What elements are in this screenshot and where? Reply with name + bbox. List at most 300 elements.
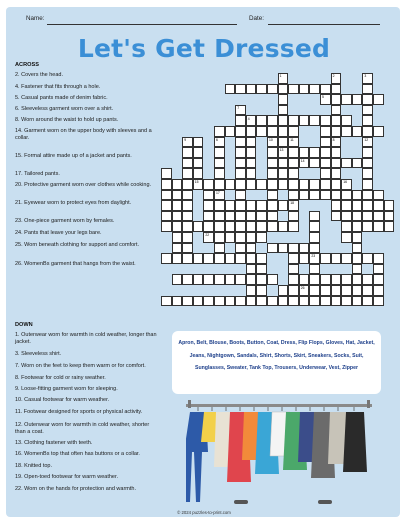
grid-cell[interactable] [182, 158, 193, 169]
grid-cell[interactable] [288, 168, 299, 179]
grid-cell[interactable] [309, 232, 320, 243]
grid-cell[interactable] [320, 94, 331, 105]
grid-cell[interactable] [278, 147, 289, 158]
grid-cell[interactable] [246, 221, 257, 232]
grid-cell[interactable] [214, 179, 225, 190]
grid-cell[interactable] [225, 253, 236, 264]
date-line[interactable] [268, 24, 380, 25]
grid-cell[interactable] [161, 221, 172, 232]
grid-cell[interactable] [278, 126, 289, 137]
grid-cell[interactable] [203, 179, 214, 190]
grid-cell[interactable] [182, 221, 193, 232]
grid-cell[interactable] [341, 253, 352, 264]
grid-cell[interactable] [193, 168, 204, 179]
grid-cell[interactable] [352, 221, 363, 232]
grid-cell[interactable] [331, 179, 342, 190]
grid-cell[interactable] [320, 115, 331, 126]
grid-cell[interactable] [225, 179, 236, 190]
grid-cell[interactable] [193, 137, 204, 148]
grid-cell[interactable] [331, 211, 342, 222]
grid-cell[interactable] [256, 285, 267, 296]
grid-cell[interactable] [352, 296, 363, 307]
grid-cell[interactable] [267, 211, 278, 222]
grid-cell[interactable] [235, 158, 246, 169]
grid-cell[interactable] [267, 115, 278, 126]
grid-cell[interactable] [172, 211, 183, 222]
grid-cell[interactable] [193, 158, 204, 169]
grid-cell[interactable] [214, 221, 225, 232]
grid-cell[interactable] [288, 137, 299, 148]
grid-cell[interactable] [278, 105, 289, 116]
grid-cell[interactable] [225, 221, 236, 232]
grid-cell[interactable] [288, 253, 299, 264]
grid-cell[interactable] [373, 211, 384, 222]
grid-cell[interactable] [288, 115, 299, 126]
grid-cell[interactable] [182, 147, 193, 158]
grid-cell[interactable] [320, 190, 331, 201]
grid-cell[interactable] [288, 211, 299, 222]
grid-cell[interactable] [331, 84, 342, 95]
grid-cell[interactable] [193, 296, 204, 307]
grid-cell[interactable] [246, 200, 257, 211]
grid-cell[interactable] [341, 126, 352, 137]
grid-cell[interactable] [235, 221, 246, 232]
grid-cell[interactable] [182, 137, 193, 148]
grid-cell[interactable] [373, 221, 384, 232]
grid-cell[interactable] [309, 158, 320, 169]
grid-cell[interactable] [182, 232, 193, 243]
grid-cell[interactable] [161, 211, 172, 222]
grid-cell[interactable] [299, 274, 310, 285]
grid-cell[interactable] [172, 274, 183, 285]
grid-cell[interactable] [309, 264, 320, 275]
grid-cell[interactable] [225, 232, 236, 243]
grid-cell[interactable] [225, 296, 236, 307]
grid-cell[interactable] [362, 221, 373, 232]
grid-cell[interactable] [320, 179, 331, 190]
grid-cell[interactable] [203, 253, 214, 264]
grid-cell[interactable] [362, 147, 373, 158]
grid-cell[interactable] [235, 211, 246, 222]
grid-cell[interactable] [246, 274, 257, 285]
grid-cell[interactable] [288, 147, 299, 158]
grid-cell[interactable] [172, 296, 183, 307]
grid-cell[interactable] [331, 147, 342, 158]
grid-cell[interactable] [373, 94, 384, 105]
grid-cell[interactable] [256, 211, 267, 222]
grid-cell[interactable] [256, 115, 267, 126]
grid-cell[interactable] [331, 105, 342, 116]
grid-cell[interactable] [331, 158, 342, 169]
grid-cell[interactable] [235, 115, 246, 126]
grid-cell[interactable] [214, 126, 225, 137]
grid-cell[interactable] [214, 168, 225, 179]
grid-cell[interactable] [352, 211, 363, 222]
grid-cell[interactable] [235, 200, 246, 211]
grid-cell[interactable] [267, 243, 278, 254]
grid-cell[interactable] [331, 115, 342, 126]
grid-cell[interactable] [320, 158, 331, 169]
grid-cell[interactable] [331, 168, 342, 179]
grid-cell[interactable] [267, 126, 278, 137]
grid-cell[interactable] [320, 253, 331, 264]
grid-cell[interactable] [309, 296, 320, 307]
grid-cell[interactable] [331, 253, 342, 264]
grid-cell[interactable] [288, 221, 299, 232]
grid-cell[interactable] [267, 296, 278, 307]
grid-cell[interactable] [384, 200, 395, 211]
grid-cell[interactable] [352, 158, 363, 169]
grid-cell[interactable] [182, 253, 193, 264]
grid-cell[interactable] [161, 179, 172, 190]
grid-cell[interactable] [225, 211, 236, 222]
grid-cell[interactable] [320, 274, 331, 285]
grid-cell[interactable] [331, 296, 342, 307]
grid-cell[interactable] [278, 200, 289, 211]
grid-cell[interactable] [256, 232, 267, 243]
grid-cell[interactable] [320, 126, 331, 137]
grid-cell[interactable] [214, 296, 225, 307]
grid-number: 11 [290, 137, 294, 142]
grid-cell[interactable] [320, 84, 331, 95]
grid-cell[interactable] [362, 274, 373, 285]
grid-cell[interactable] [309, 285, 320, 296]
grid-cell[interactable] [256, 274, 267, 285]
grid-cell[interactable] [267, 84, 278, 95]
grid-cell[interactable] [225, 126, 236, 137]
grid-cell[interactable] [309, 115, 320, 126]
grid-cell[interactable] [235, 137, 246, 148]
grid-cell[interactable] [331, 200, 342, 211]
grid-cell[interactable] [278, 221, 289, 232]
grid-cell[interactable] [341, 94, 352, 105]
grid-cell[interactable] [373, 253, 384, 264]
grid-cell[interactable] [309, 243, 320, 254]
grid-cell[interactable] [373, 264, 384, 275]
grid-cell[interactable] [235, 296, 246, 307]
grid-cell[interactable] [246, 126, 257, 137]
grid-cell[interactable] [352, 126, 363, 137]
grid-cell[interactable] [203, 274, 214, 285]
grid-cell[interactable] [362, 94, 373, 105]
grid-cell[interactable] [299, 243, 310, 254]
grid-cell[interactable] [288, 285, 299, 296]
grid-cell[interactable] [203, 211, 214, 222]
grid-cell[interactable] [341, 190, 352, 201]
grid-cell[interactable] [182, 274, 193, 285]
grid-cell[interactable] [256, 126, 267, 137]
grid-cell[interactable] [172, 179, 183, 190]
grid-cell[interactable] [373, 285, 384, 296]
grid-cell[interactable] [362, 253, 373, 264]
grid-cell[interactable] [267, 274, 278, 285]
grid-cell[interactable] [309, 147, 320, 158]
grid-cell[interactable] [299, 179, 310, 190]
grid-cell[interactable] [172, 190, 183, 201]
grid-cell[interactable] [203, 190, 214, 201]
grid-cell[interactable] [288, 179, 299, 190]
grid-cell[interactable] [182, 211, 193, 222]
grid-cell[interactable] [267, 137, 278, 148]
grid-cell[interactable] [373, 274, 384, 285]
grid-cell[interactable] [288, 264, 299, 275]
grid-cell[interactable] [203, 221, 214, 232]
grid-cell[interactable] [214, 232, 225, 243]
grid-cell[interactable] [309, 221, 320, 232]
grid-cell[interactable] [309, 190, 320, 201]
grid-cell[interactable] [362, 158, 373, 169]
down-clue: 1. Outerwear worn for warmth in cold weather, longer than jacket. [15, 332, 157, 346]
grid-cell[interactable] [193, 274, 204, 285]
grid-cell[interactable] [214, 243, 225, 254]
grid-cell[interactable] [246, 243, 257, 254]
grid-cell[interactable] [161, 296, 172, 307]
grid-cell[interactable] [246, 179, 257, 190]
grid-cell[interactable] [341, 179, 352, 190]
grid-cell[interactable] [225, 200, 236, 211]
grid-cell[interactable] [278, 168, 289, 179]
grid-cell[interactable] [288, 84, 299, 95]
grid-cell[interactable] [225, 84, 236, 95]
grid-cell[interactable] [182, 190, 193, 201]
grid-cell[interactable] [235, 232, 246, 243]
grid-cell[interactable] [246, 285, 257, 296]
grid-cell[interactable] [362, 126, 373, 137]
grid-cell[interactable] [362, 179, 373, 190]
grid-cell[interactable] [352, 253, 363, 264]
grid-cell[interactable] [331, 285, 342, 296]
grid-cell[interactable] [331, 274, 342, 285]
grid-cell[interactable] [341, 115, 352, 126]
grid-cell[interactable] [341, 274, 352, 285]
grid-cell[interactable] [288, 296, 299, 307]
grid-cell[interactable] [256, 296, 267, 307]
grid-cell[interactable] [384, 221, 395, 232]
grid-cell[interactable] [214, 158, 225, 169]
grid-cell[interactable] [278, 243, 289, 254]
grid-cell[interactable] [256, 200, 267, 211]
grid-cell[interactable] [288, 126, 299, 137]
grid-cell[interactable] [193, 221, 204, 232]
grid-cell[interactable] [267, 190, 278, 201]
grid-cell[interactable] [309, 84, 320, 95]
grid-cell[interactable] [288, 200, 299, 211]
grid-cell[interactable] [299, 296, 310, 307]
grid-cell[interactable] [278, 296, 289, 307]
across-clue: 15. Formal attire made up of a jacket and pants. [15, 153, 132, 159]
grid-cell[interactable] [299, 115, 310, 126]
grid-cell[interactable] [299, 190, 310, 201]
grid-cell[interactable] [267, 221, 278, 232]
grid-cell[interactable] [256, 221, 267, 232]
grid-cell[interactable] [341, 285, 352, 296]
grid-cell[interactable] [161, 190, 172, 201]
grid-cell[interactable] [320, 137, 331, 148]
grid-cell[interactable] [267, 200, 278, 211]
grid-cell[interactable] [341, 296, 352, 307]
grid-cell[interactable] [278, 84, 289, 95]
grid-cell[interactable] [331, 73, 342, 84]
grid-cell[interactable] [203, 232, 214, 243]
grid-cell[interactable] [235, 190, 246, 201]
grid-cell[interactable] [235, 105, 246, 116]
grid-cell[interactable] [341, 211, 352, 222]
grid-cell[interactable] [362, 105, 373, 116]
grid-cell[interactable] [172, 253, 183, 264]
grid-cell[interactable] [352, 190, 363, 201]
grid-cell[interactable] [256, 264, 267, 275]
grid-cell[interactable] [278, 285, 289, 296]
grid-cell[interactable] [278, 115, 289, 126]
grid-cell[interactable] [352, 232, 363, 243]
grid-cell[interactable] [352, 243, 363, 254]
grid-cell[interactable] [172, 221, 183, 232]
grid-cell[interactable] [256, 253, 267, 264]
grid-cell[interactable] [278, 158, 289, 169]
grid-cell[interactable] [214, 211, 225, 222]
grid-cell[interactable] [182, 179, 193, 190]
grid-cell[interactable] [373, 296, 384, 307]
grid-cell[interactable] [331, 190, 342, 201]
grid-cell[interactable] [246, 296, 257, 307]
grid-cell[interactable] [278, 137, 289, 148]
grid-cell[interactable] [352, 264, 363, 275]
grid-cell[interactable] [362, 137, 373, 148]
grid-cell[interactable] [246, 168, 257, 179]
grid-cell[interactable] [309, 253, 320, 264]
grid-cell[interactable] [278, 179, 289, 190]
grid-cell[interactable] [362, 73, 373, 84]
grid-cell[interactable] [352, 285, 363, 296]
name-line[interactable] [47, 24, 237, 25]
grid-cell[interactable] [341, 158, 352, 169]
grid-cell[interactable] [267, 168, 278, 179]
grid-cell[interactable] [309, 211, 320, 222]
grid-cell[interactable] [309, 179, 320, 190]
grid-cell[interactable] [246, 253, 257, 264]
grid-cell[interactable] [256, 179, 267, 190]
grid-cell[interactable] [203, 200, 214, 211]
down-clue: 22. Worn on the hands for protection and warmth. [15, 486, 136, 492]
grid-cell[interactable] [182, 243, 193, 254]
grid-cell[interactable] [235, 84, 246, 95]
grid-cell[interactable] [235, 168, 246, 179]
grid-cell[interactable] [362, 115, 373, 126]
grid-cell[interactable] [246, 137, 257, 148]
grid-cell[interactable] [193, 179, 204, 190]
grid-cell[interactable] [288, 274, 299, 285]
copyright-footer: © 2024 puzzles-to-print.com [177, 510, 231, 515]
grid-cell[interactable] [288, 190, 299, 201]
grid-cell[interactable] [235, 243, 246, 254]
grid-cell[interactable] [161, 253, 172, 264]
grid-cell[interactable] [246, 264, 257, 275]
grid-cell[interactable] [362, 84, 373, 95]
grid-cell[interactable] [214, 200, 225, 211]
grid-cell[interactable] [267, 179, 278, 190]
across-clue: 14. Garment worn on the upper body with sleeves and a collar. [15, 128, 152, 142]
grid-cell[interactable] [246, 147, 257, 158]
grid-cell[interactable] [214, 274, 225, 285]
grid-cell[interactable] [214, 137, 225, 148]
grid-cell[interactable] [193, 147, 204, 158]
grid-cell[interactable] [235, 274, 246, 285]
grid-cell[interactable] [320, 285, 331, 296]
grid-cell[interactable] [362, 190, 373, 201]
grid-cell[interactable] [182, 296, 193, 307]
grid-cell[interactable] [341, 221, 352, 232]
grid-cell[interactable] [331, 94, 342, 105]
grid-cell[interactable] [331, 126, 342, 137]
grid-cell[interactable] [246, 115, 257, 126]
grid-cell[interactable] [246, 211, 257, 222]
grid-cell[interactable] [352, 274, 363, 285]
grid-cell[interactable] [362, 285, 373, 296]
grid-cell[interactable] [299, 84, 310, 95]
grid-cell[interactable] [373, 190, 384, 201]
grid-cell[interactable] [309, 274, 320, 285]
grid-cell[interactable] [341, 232, 352, 243]
grid-cell[interactable] [193, 253, 204, 264]
grid-cell[interactable] [331, 137, 342, 148]
grid-cell[interactable] [246, 158, 257, 169]
grid-cell[interactable] [172, 232, 183, 243]
grid-cell[interactable] [214, 253, 225, 264]
grid-cell[interactable] [214, 190, 225, 201]
grid-cell[interactable] [267, 158, 278, 169]
grid-cell[interactable] [235, 253, 246, 264]
grid-cell[interactable] [182, 200, 193, 211]
grid-cell[interactable] [362, 211, 373, 222]
grid-cell[interactable] [384, 211, 395, 222]
grid-cell[interactable] [299, 147, 310, 158]
grid-cell[interactable] [203, 296, 214, 307]
grid-cell[interactable] [362, 168, 373, 179]
grid-cell[interactable] [320, 147, 331, 158]
grid-cell[interactable] [320, 296, 331, 307]
grid-cell[interactable] [278, 94, 289, 105]
grid-cell[interactable] [288, 158, 299, 169]
grid-cell[interactable] [161, 168, 172, 179]
grid-cell[interactable] [352, 200, 363, 211]
grid-cell[interactable] [172, 243, 183, 254]
grid-cell[interactable] [267, 147, 278, 158]
grid-cell[interactable] [246, 232, 257, 243]
grid-cell[interactable] [320, 168, 331, 179]
grid-cell[interactable] [362, 296, 373, 307]
grid-cell[interactable] [288, 243, 299, 254]
grid-cell[interactable] [235, 126, 246, 137]
grid-cell[interactable] [373, 200, 384, 211]
grid-cell[interactable] [172, 200, 183, 211]
grid-cell[interactable] [352, 94, 363, 105]
grid-cell[interactable] [299, 285, 310, 296]
grid-cell[interactable] [214, 147, 225, 158]
grid-cell[interactable] [161, 200, 172, 211]
grid-cell[interactable] [225, 274, 236, 285]
grid-cell[interactable] [278, 73, 289, 84]
grid-cell[interactable] [341, 200, 352, 211]
grid-cell[interactable] [246, 84, 257, 95]
grid-cell[interactable] [373, 126, 384, 137]
grid-cell[interactable] [299, 158, 310, 169]
grid-cell[interactable] [362, 200, 373, 211]
grid-cell[interactable] [256, 84, 267, 95]
grid-cell[interactable] [235, 147, 246, 158]
grid-cell[interactable] [182, 168, 193, 179]
grid-cell[interactable] [299, 253, 310, 264]
grid-cell[interactable] [235, 179, 246, 190]
